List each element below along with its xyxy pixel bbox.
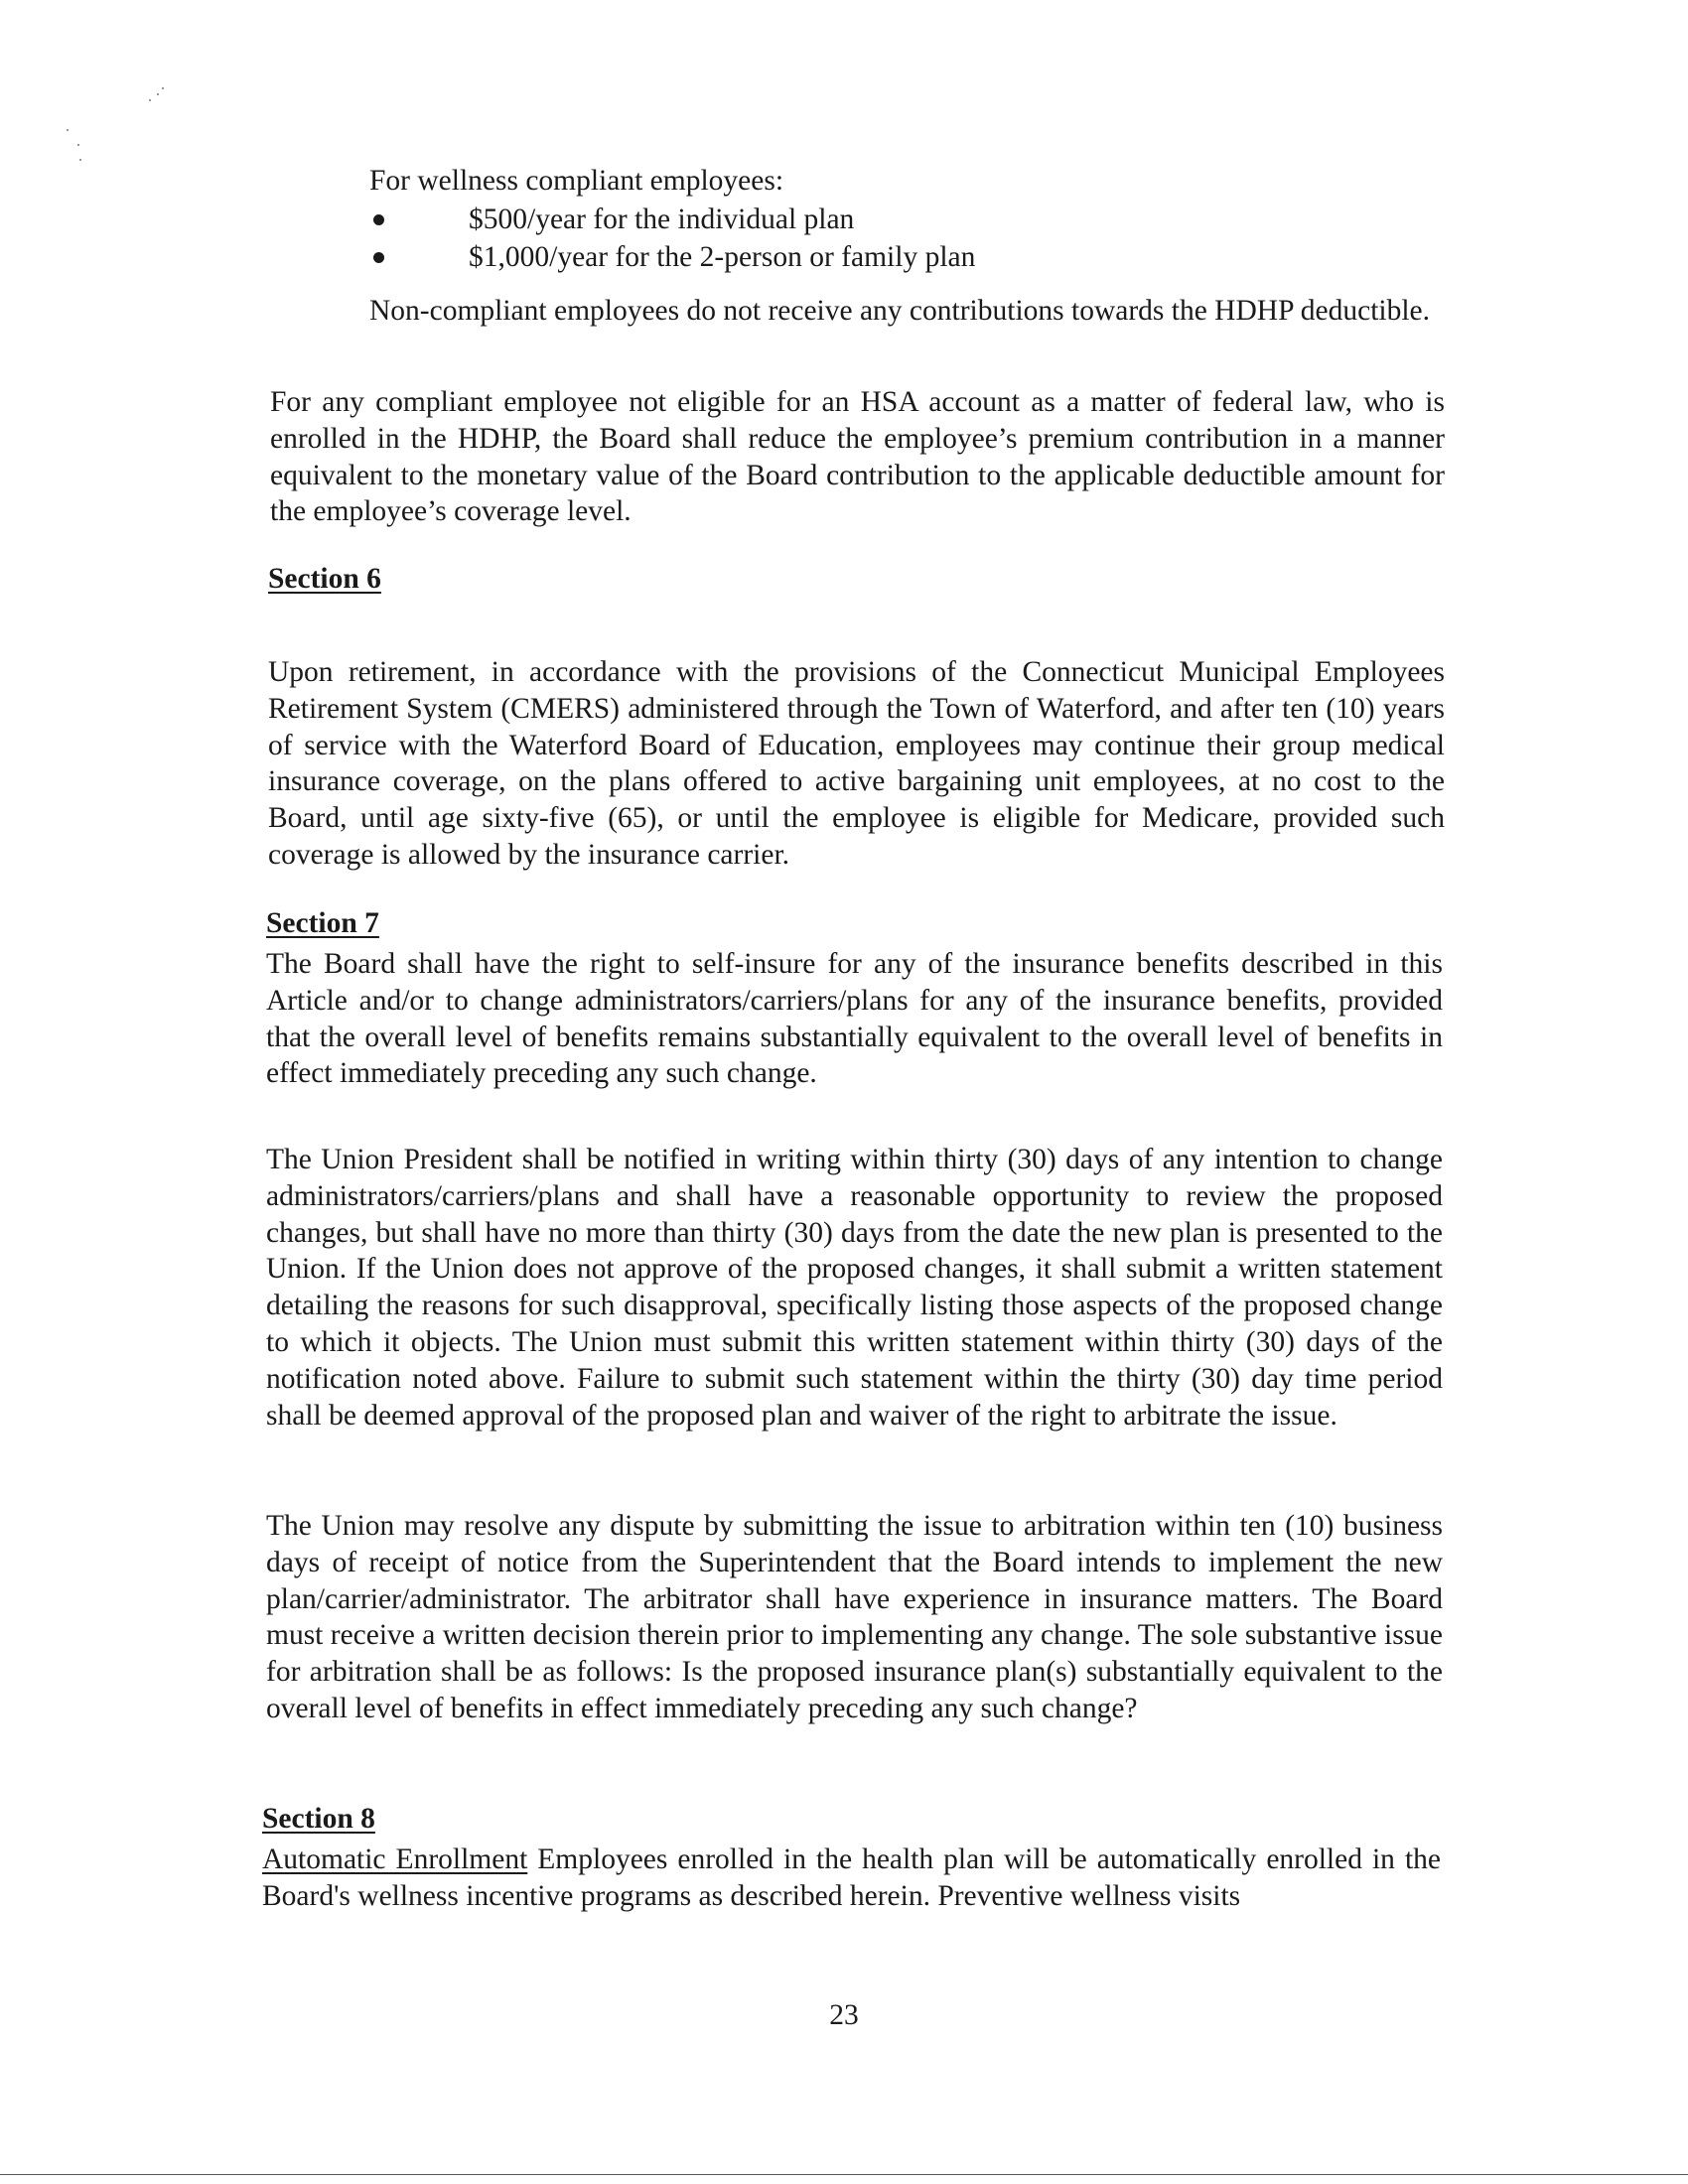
non-compliant-paragraph: Non-compliant employees do not receive any contributions towards the HDHP deductible. xyxy=(369,295,1431,327)
bullet-text: $500/year for the individual plan xyxy=(469,204,855,235)
bullet-text: $1,000/year for the 2-person or family plan xyxy=(469,241,976,273)
section-8-paragraph xyxy=(262,1842,1441,1915)
bullet-icon xyxy=(373,252,384,263)
scan-speck xyxy=(149,99,151,101)
section-8-heading: Section 8 xyxy=(262,1803,375,1835)
bullet-icon xyxy=(373,214,384,225)
scan-speck xyxy=(162,87,164,89)
section-7-heading: Section 7 xyxy=(266,907,379,939)
scan-speck xyxy=(79,159,81,161)
section-7-paragraph-3: The Union may resolve any dispute by submitting the issue to arbitration within ten (10) business days of receipt of notice from the Superintendent that the Board intends to implement the new plan/carrier/administrator. The arbitrator shall have experience in insurance matters. The Board must receive a written decision therein prior to implementing any change. The sole substantive issue for arbitration shall be as follows: Is the proposed insurance plan(s) substantially equivalent to the overall level of benefits in effect immediately preceding any such change? xyxy=(266,1510,1443,1724)
section-7-paragraph-1: The Board shall have the right to self-insure for any of the insurance benefits described in this Article and/or to change administrators/carriers/plans for any of the insurance benefits, provided that the overall level of benefits remains substantially equivalent to the overall level of benefits in effect immediately preceding any such change. xyxy=(266,948,1443,1090)
section-6-heading: Section 6 xyxy=(268,563,381,595)
section-8-text: Employees enrolled in the health plan will be automatically enrolled in the Board's wellness incentive programs as described herein. Preventive wellness visits xyxy=(262,1843,1441,1912)
page-number: 23 xyxy=(829,1999,859,2031)
footer-rule xyxy=(0,2174,1688,2175)
automatic-enrollment-label: Automatic Enrollment xyxy=(262,1843,528,1875)
scan-speck xyxy=(77,144,79,146)
scan-speck xyxy=(67,129,69,131)
section-7-paragraph-2: The Union President shall be notified in writing within thirty (30) days of any intention to change administrators/carriers/plans and shall have a reasonable opportunity to review the proposed changes, but shall have no more than thirty (30) days from the date the new plan is presented to the Union. If the Union does not approve of the proposed changes, it shall submit a written statement detailing the reasons for such disapproval, specifically listing those aspects of the proposed change to which it objects. The Union must submit this written statement within thirty (30) days of the notification noted above. Failure to submit such statement within the thirty (30) day time period shall be deemed approval of the proposed plan and waiver of the right to arbitrate the issue. xyxy=(266,1144,1443,1432)
section-6-paragraph: Upon retirement, in accordance with the provisions of the Connecticut Municipal Employees Retirement System (CMERS) administered through the Town of Waterford, and after ten (10) years of service with the Waterford Board of Education, employees may continue their group medical insurance coverage, on the plans offered to active bargaining unit employees, at no cost to the Board, until age sixty-five (65), or until the employee is eligible for Medicare, provided such coverage is allowed by the insurance carrier. xyxy=(268,656,1445,871)
hsa-paragraph: For any compliant employee not eligible for an HSA account as a matter of federal law, who is enrolled in the HDHP, the Board shall reduce the employee’s premium contribution in a manner equivalent to the monetary value of the Board contribution to the applicable deductible amount for the employee’s coverage level. xyxy=(270,386,1445,528)
wellness-intro: For wellness compliant employees: xyxy=(369,165,784,197)
scan-speck xyxy=(157,93,159,95)
